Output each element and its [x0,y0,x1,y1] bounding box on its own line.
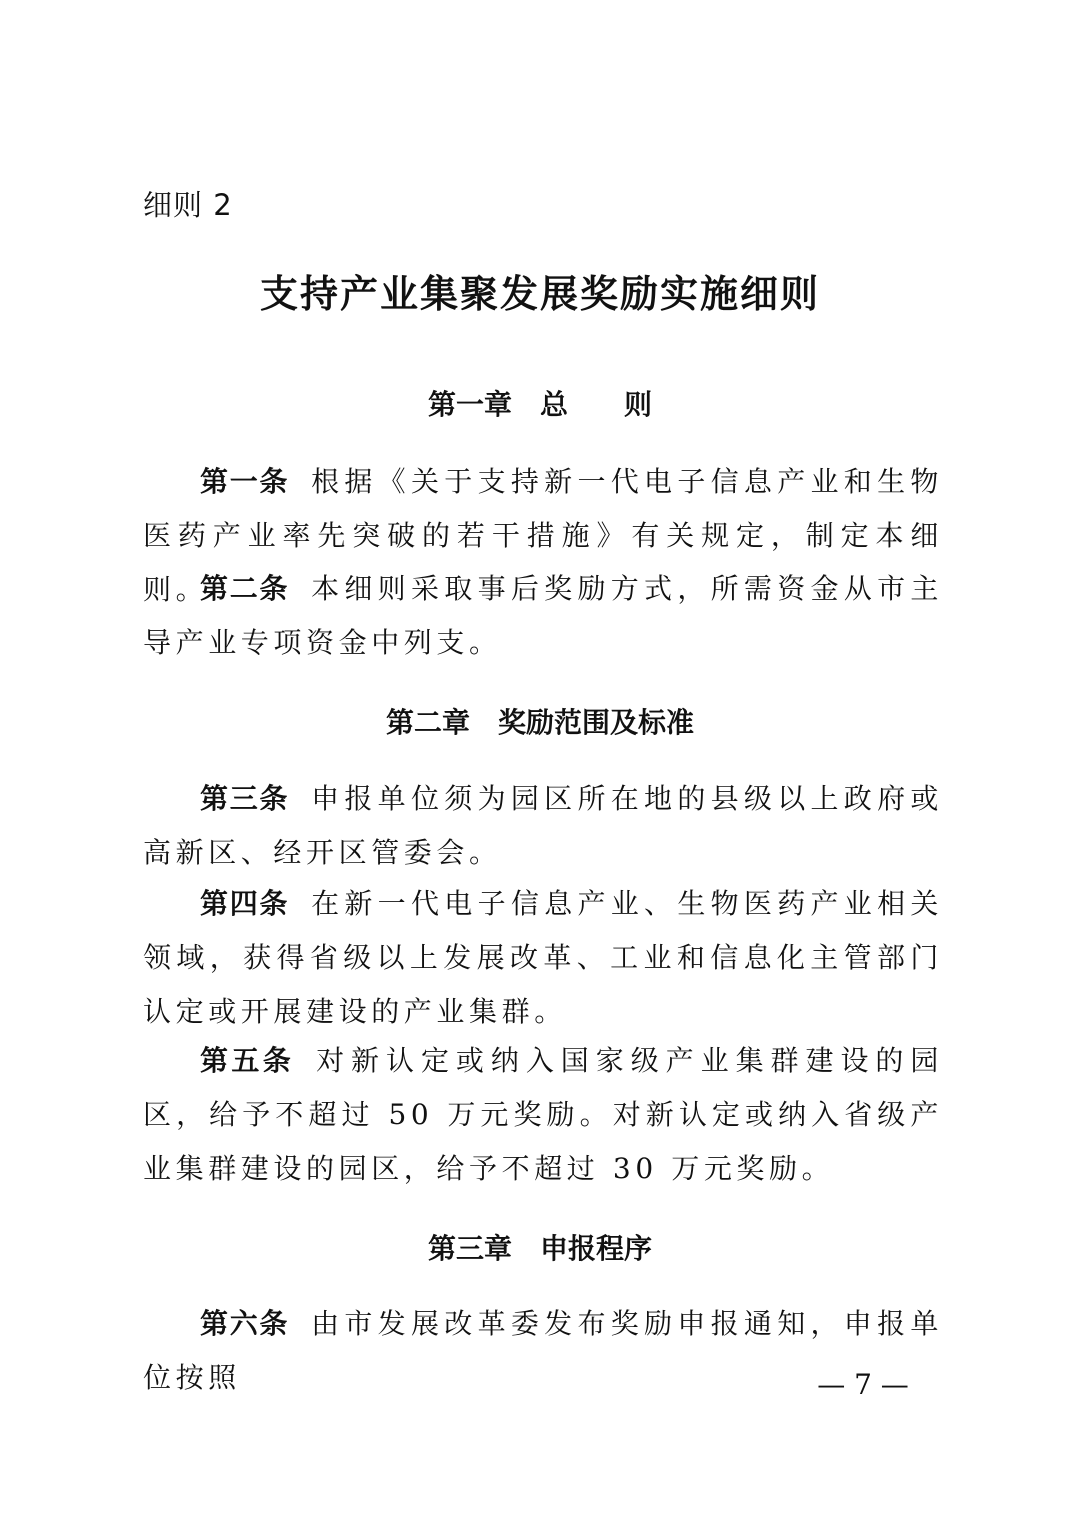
article-6-text: 由市发展改革委发布奖励申报通知，申报单位按照 [143,1307,943,1394]
chapter-3-heading: 第三章 申报程序 [427,1232,652,1265]
article-5-label: 第五条 [200,1044,295,1077]
article-5-text: 对新认定或纳入国家级产业集群建设的园区，给予不超过 50 万元奖励。对新认定或纳入省级产业集群建设的园区，给予不超过 30 万元奖励。 [143,1044,943,1185]
page-number: — 7 — [817,1368,909,1401]
chapter-2-heading: 第二章 奖励范围及标准 [385,706,694,739]
document-title: 支持产业集聚发展奖励实施细则 [259,271,820,316]
article-4-text: 在新一代电子信息产业、生物医药产业相关领域，获得省级以上发展改革、工业和信息化主管部门认定或开展建设的产业集群。 [143,887,943,1028]
article-6-label: 第六条 [200,1307,290,1340]
article-2-text: 本细则采取事后奖励方式，所需资金从市主导产业专项资金中列支。 [143,572,943,659]
article-3-text: 申报单位须为园区所在地的县级以上政府或高新区、经开区管委会。 [143,782,943,869]
article-1-label: 第一条 [200,465,290,498]
article-5 [143,1034,943,1196]
article-1-text: 根据《关于支持新一代电子信息产业和生物医药产业率先突破的若干措施》有关规定，制定本细则。 [143,465,943,606]
attachment-label: 细则 2 [143,188,233,222]
chapter-1-heading: 第一章 总 则 [427,388,652,421]
article-3 [143,772,943,880]
article-4 [143,877,943,1039]
article-3-label: 第三条 [200,782,290,815]
article-2 [143,562,943,670]
article-4-label: 第四条 [200,887,290,920]
article-2-label: 第二条 [200,572,290,605]
